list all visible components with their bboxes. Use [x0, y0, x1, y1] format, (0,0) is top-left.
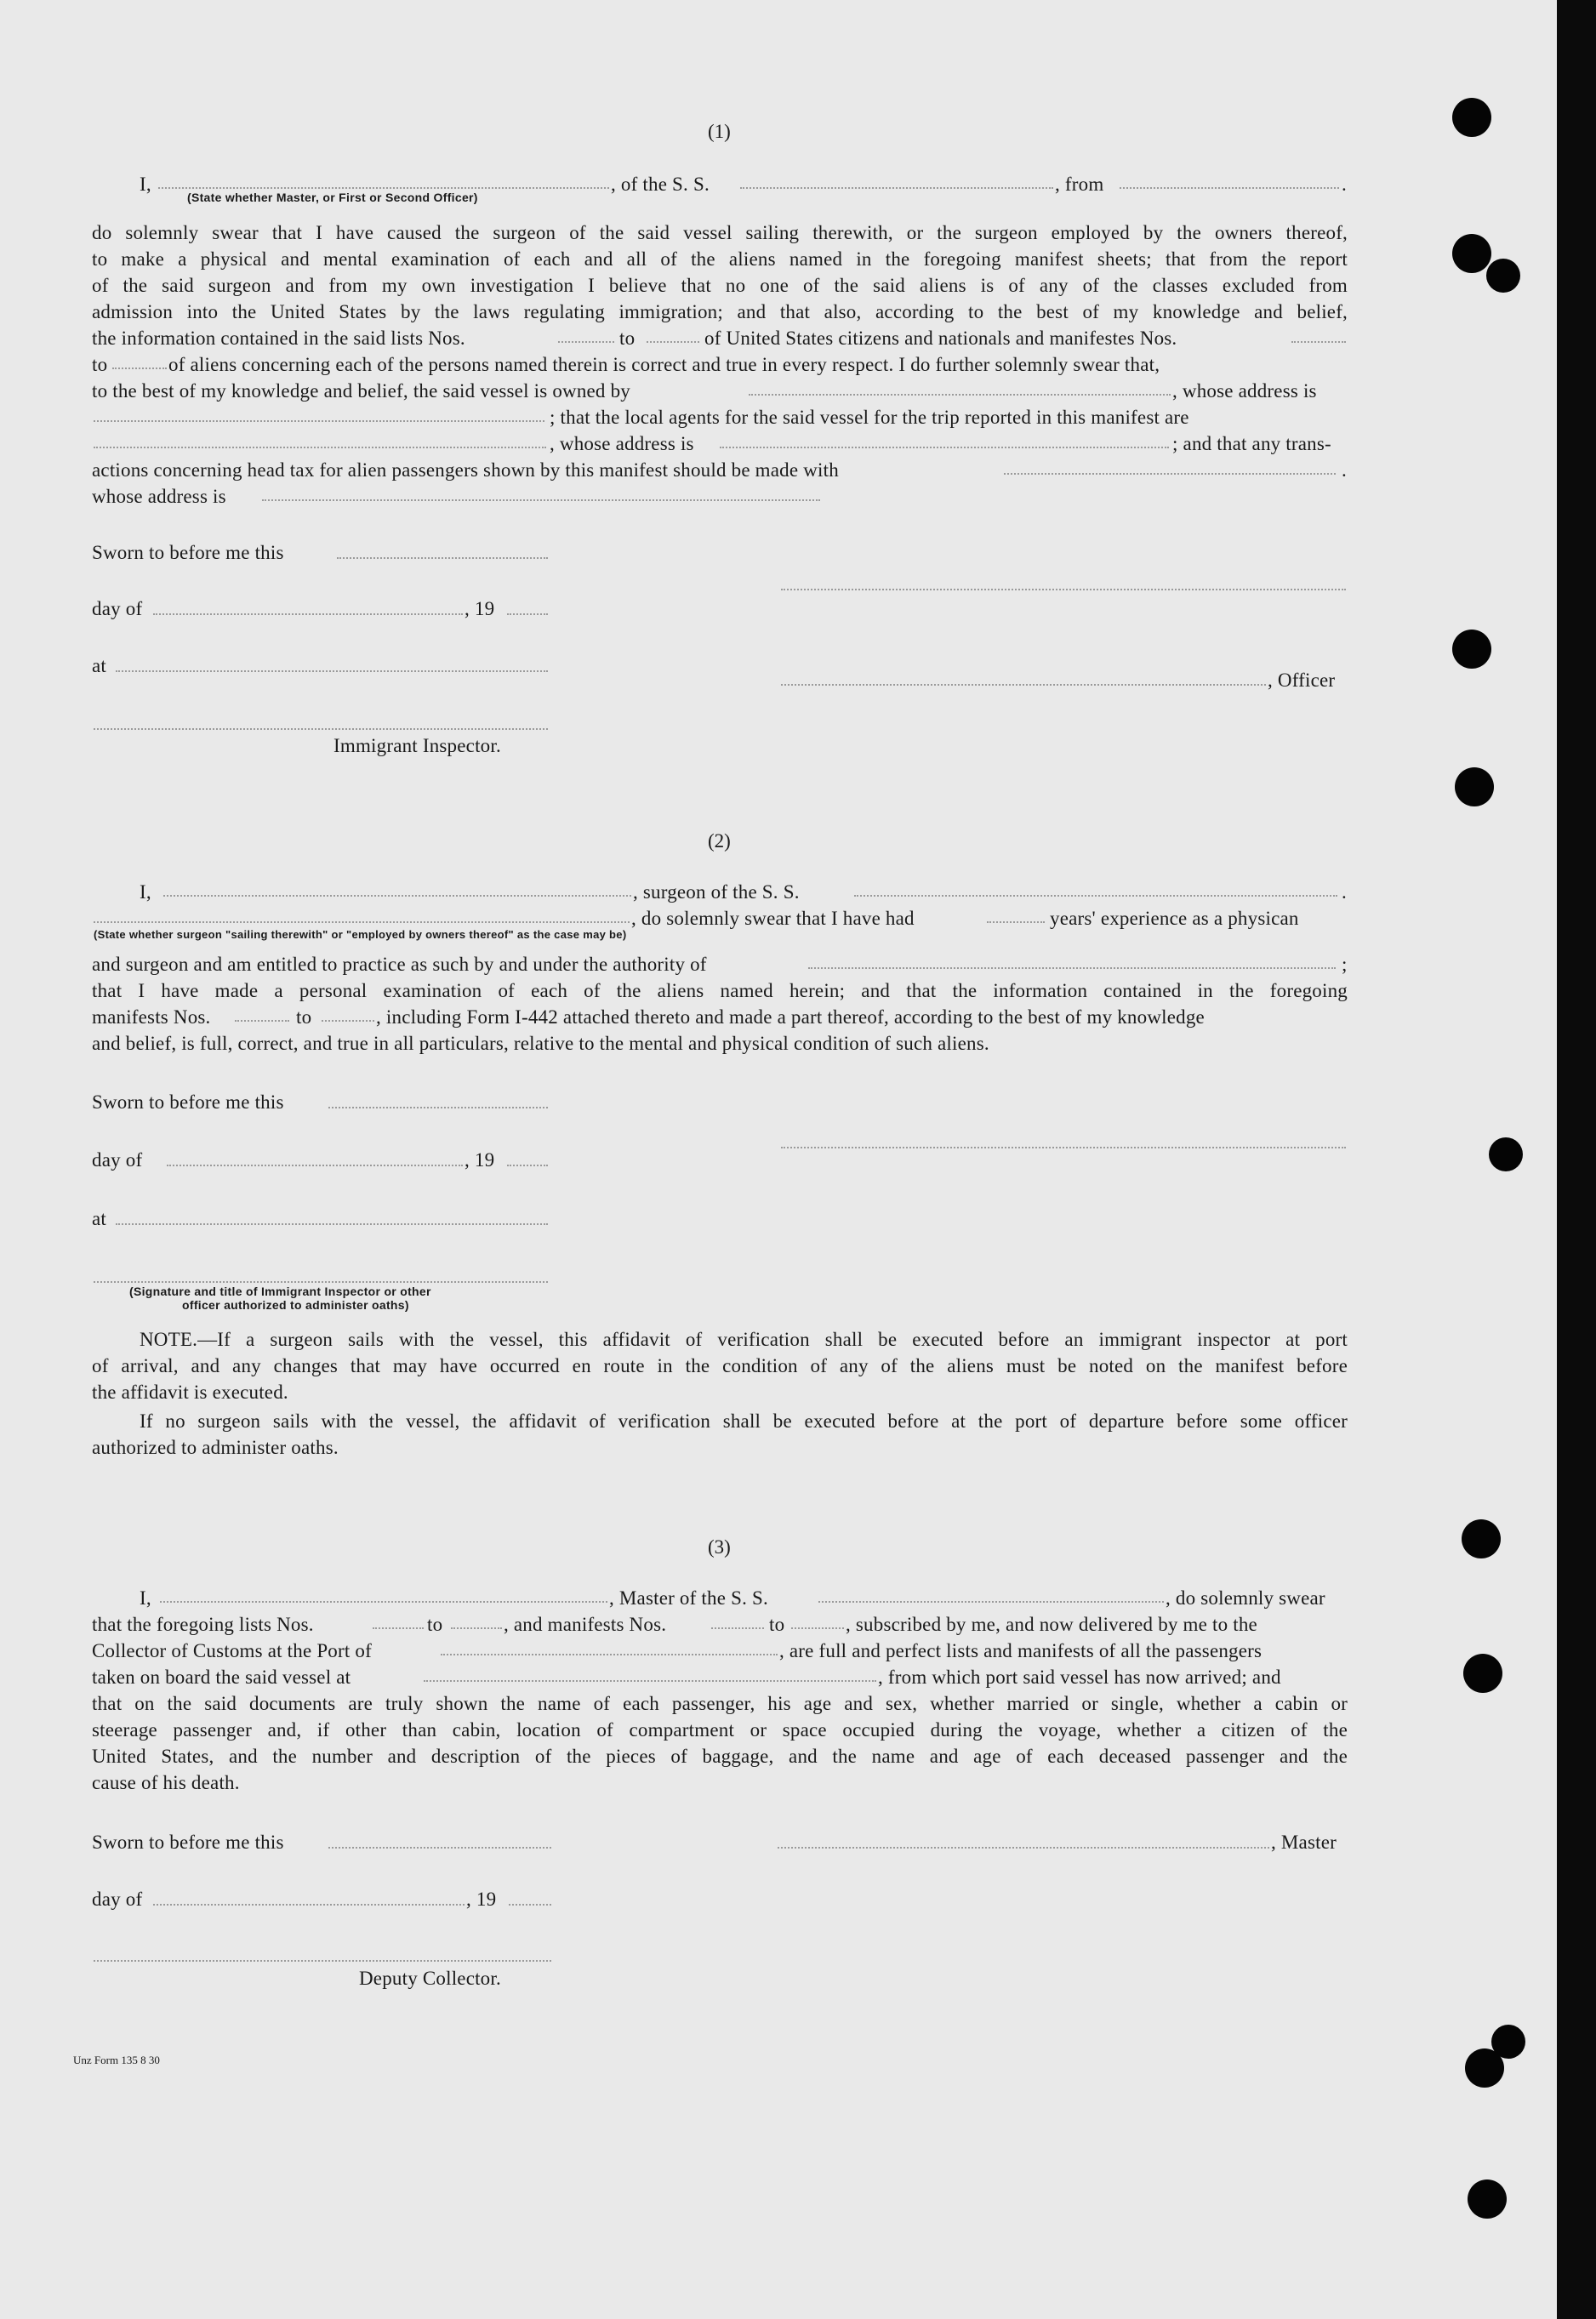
- blank-owner-address[interactable]: [94, 420, 544, 422]
- blank-manifest-to[interactable]: [112, 368, 167, 369]
- note-line: If no surgeon sails with the vessel, the affidavit of verification shall be executed before at the port of departure before some officer: [140, 1410, 1348, 1432]
- text: years' experience as a physican: [1050, 908, 1299, 929]
- paragraph-line: to make a physical and mental examination of each and all of the aliens named in the foregoing manifest sheets; that from the report: [92, 248, 1348, 270]
- text: to: [619, 328, 636, 349]
- blank-deputy-signature[interactable]: [94, 1960, 551, 1962]
- blank-ship-name[interactable]: [818, 1601, 1164, 1603]
- text: and surgeon and am entitled to practice as such by and under the authority of: [92, 954, 707, 975]
- paragraph-line: do solemnly swear that I have caused the surgeon of the said vessel sailing therewith, or the surgeon employed by the owners thereof,: [92, 222, 1348, 243]
- blank-ship-name[interactable]: [854, 895, 1337, 897]
- blank-port-embarked[interactable]: [424, 1680, 876, 1682]
- text: , from: [1055, 174, 1104, 195]
- field-caption: (State whether Master, or First or Second Officer): [187, 191, 478, 204]
- blank-year[interactable]: [507, 613, 548, 615]
- blank-inspector-signature[interactable]: [94, 728, 548, 730]
- text: to: [427, 1614, 443, 1635]
- text: ; that the local agents for the said vessel for the trip reported in this manifest are: [550, 407, 1189, 428]
- binder-hole: [1486, 259, 1520, 293]
- text: Deputy Collector.: [359, 1968, 501, 1989]
- binder-hole: [1465, 2048, 1504, 2088]
- text: , Master of the S. S.: [609, 1587, 768, 1609]
- text: .: [1342, 174, 1347, 195]
- blank-signature-officer[interactable]: [781, 589, 1346, 590]
- text: that the foregoing lists Nos.: [92, 1614, 314, 1635]
- text: , whose address is: [550, 433, 694, 454]
- blank-manifest-to[interactable]: [791, 1627, 844, 1629]
- text: , whose address is: [1172, 380, 1317, 402]
- blank-owner[interactable]: [749, 394, 1171, 396]
- text: , from which port said vessel has now arrived; and: [878, 1667, 1281, 1688]
- text: , do solemnly swear: [1166, 1587, 1325, 1609]
- text: manifests Nos.: [92, 1006, 211, 1028]
- binder-hole: [1489, 1137, 1523, 1171]
- text: whose address is: [92, 486, 226, 507]
- form-number: Unz Form 135 8 30: [73, 2054, 160, 2066]
- binder-hole: [1452, 630, 1491, 669]
- blank-manifest-to[interactable]: [322, 1020, 374, 1022]
- text: actions concerning head tax for alien passengers shown by this manifest should be made with: [92, 459, 839, 481]
- blank-ship-name[interactable]: [740, 187, 1053, 189]
- blank-list-from[interactable]: [558, 341, 614, 343]
- paragraph-line: steerage passenger and, if other than cabin, location of compartment or space occupied during the voyage, whether a citizen of the: [92, 1719, 1348, 1741]
- blank-manifest-from[interactable]: [235, 1020, 289, 1022]
- blank-agents-address[interactable]: [720, 447, 1169, 448]
- text: ;: [1342, 954, 1348, 975]
- section-number: (1): [708, 121, 731, 142]
- blank-at-place[interactable]: [116, 1223, 548, 1225]
- paragraph-line: that on the said documents are truly shown the name of each passenger, his age and sex, whether married or single, whether a cabin or: [92, 1693, 1348, 1714]
- text: day of: [92, 1149, 143, 1171]
- blank-head-tax-contact[interactable]: [1004, 473, 1336, 475]
- text: at: [92, 1208, 106, 1229]
- blank-sworn-date[interactable]: [337, 557, 548, 559]
- text: , are full and perfect lists and manifests of all the passengers: [779, 1640, 1263, 1661]
- text: , including Form I-442 attached thereto and made a part thereof, according to the best of my knowledge: [376, 1006, 1205, 1028]
- text: Sworn to before me this: [92, 1091, 284, 1113]
- blank-contact-address[interactable]: [262, 499, 820, 501]
- text: of United States citizens and nationals and manifestes Nos.: [704, 328, 1177, 349]
- paragraph-line: United States, and the number and description of the pieces of baggage, and the name and age of each deceased passenger and the: [92, 1746, 1348, 1767]
- text: day of: [92, 1889, 143, 1910]
- blank-sworn-date[interactable]: [328, 1847, 551, 1849]
- text: at: [92, 655, 106, 676]
- text: taken on board the said vessel at: [92, 1667, 351, 1688]
- blank-sworn-date[interactable]: [328, 1107, 548, 1108]
- text: , 19: [465, 1149, 495, 1171]
- blank-master-signature[interactable]: [778, 1847, 1269, 1849]
- text: Sworn to before me this: [92, 542, 284, 563]
- note-line: authorized to administer oaths.: [92, 1437, 339, 1458]
- text: , subscribed by me, and now delivered by me to the: [846, 1614, 1257, 1635]
- blank-port-of-collection[interactable]: [441, 1654, 778, 1655]
- field-caption: (State whether surgeon "sailing therewith" or "employed by owners thereof" as the case may be): [94, 928, 627, 941]
- blank-surgeon-name[interactable]: [163, 895, 631, 897]
- text: , 19: [465, 598, 495, 619]
- text: .: [1342, 459, 1347, 481]
- paragraph-line: cause of his death.: [92, 1772, 240, 1793]
- paragraph-line: admission into the United States by the laws regulating immigration; and that also, according to the best of my knowledge and belief,: [92, 301, 1348, 322]
- binder-hole: [1468, 2179, 1507, 2219]
- text: , do solemnly swear that I have had: [631, 908, 915, 929]
- blank-years-experience[interactable]: [987, 921, 1045, 923]
- text: .: [1342, 881, 1347, 903]
- blank-at-place[interactable]: [116, 670, 548, 672]
- binder-hole: [1463, 1654, 1502, 1693]
- note-line: the affidavit is executed.: [92, 1382, 288, 1403]
- text: day of: [92, 598, 143, 619]
- binder-hole: [1452, 98, 1491, 137]
- text: Immigrant Inspector.: [333, 735, 501, 756]
- blank-year[interactable]: [507, 1165, 548, 1166]
- blank-officer-title[interactable]: [781, 684, 1266, 686]
- blank-master-name[interactable]: [160, 1601, 607, 1603]
- text: and belief, is full, correct, and true in all particulars, relative to the mental and physical condition of such aliens.: [92, 1033, 989, 1054]
- blank-year[interactable]: [509, 1904, 551, 1906]
- blank-from-port[interactable]: [1120, 187, 1339, 189]
- text: I,: [140, 1587, 151, 1609]
- note-line: NOTE.—If a surgeon sails with the vessel, this affidavit of verification shall be executed before an immigrant inspector at port: [140, 1329, 1348, 1350]
- text: , Master: [1271, 1832, 1337, 1853]
- blank-local-agents[interactable]: [94, 447, 546, 448]
- section-number: (3): [708, 1536, 731, 1558]
- text: to: [296, 1006, 312, 1028]
- text: Collector of Customs at the Port of: [92, 1640, 372, 1661]
- blank-surgeon-signature[interactable]: [781, 1147, 1346, 1148]
- text: , surgeon of the S. S.: [633, 881, 800, 903]
- note-line: of arrival, and any changes that may have occurred en route in the condition of any of the aliens must be noted on the manifest before: [92, 1355, 1348, 1376]
- blank-day-of[interactable]: [167, 1165, 463, 1166]
- binder-hole: [1455, 767, 1494, 806]
- signature-caption: officer authorized to administer oaths): [182, 1298, 409, 1312]
- section-number: (2): [708, 830, 731, 852]
- blank-day-of[interactable]: [153, 613, 463, 615]
- text: Sworn to before me this: [92, 1832, 284, 1853]
- binder-hole: [1452, 234, 1491, 273]
- blank-surgeon-status[interactable]: [94, 921, 630, 923]
- text: I,: [140, 881, 151, 903]
- text: I,: [140, 174, 151, 195]
- text: ; and that any trans-: [1172, 433, 1331, 454]
- text: , and manifests Nos.: [504, 1614, 667, 1635]
- text: to: [769, 1614, 785, 1635]
- text: to: [92, 354, 108, 375]
- text: , 19: [466, 1889, 497, 1910]
- paragraph-line: that I have made a personal examination of each of the aliens named herein; and that the information contained in the foregoing: [92, 980, 1348, 1001]
- text: , Officer: [1268, 669, 1336, 691]
- blank-inspector-signature[interactable]: [94, 1281, 548, 1283]
- blank-list-to[interactable]: [451, 1627, 502, 1629]
- blank-authority[interactable]: [808, 967, 1336, 969]
- blank-day-of[interactable]: [153, 1904, 465, 1906]
- text: , of the S. S.: [611, 174, 710, 195]
- blank-list-to[interactable]: [647, 341, 699, 343]
- blank-officer-name[interactable]: [158, 187, 609, 189]
- blank-list-from[interactable]: [373, 1627, 424, 1629]
- text: of aliens concerning each of the persons named therein is correct and true in every respect. I do further solemnly swear that,: [168, 354, 1160, 375]
- text: to the best of my knowledge and belief, the said vessel is owned by: [92, 380, 630, 402]
- binder-hole: [1462, 1519, 1501, 1558]
- blank-manifest-from[interactable]: [1291, 341, 1346, 343]
- paragraph-line: of the said surgeon and from my own investigation I believe that no one of the said aliens is of any of the classes excluded from: [92, 275, 1348, 296]
- text: the information contained in the said lists Nos.: [92, 328, 465, 349]
- blank-manifest-from[interactable]: [711, 1627, 764, 1629]
- signature-caption: (Signature and title of Immigrant Inspector or other: [129, 1285, 431, 1298]
